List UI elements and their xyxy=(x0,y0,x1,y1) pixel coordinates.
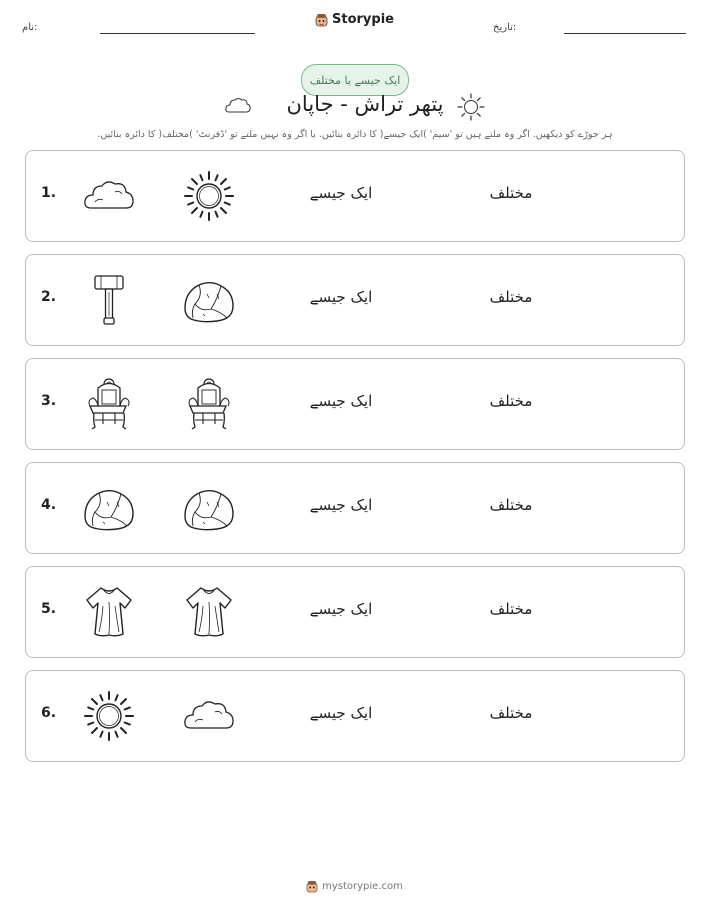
different-option[interactable]: مختلف xyxy=(489,600,533,618)
different-option[interactable]: مختلف xyxy=(489,704,533,722)
rock-icon xyxy=(81,480,137,536)
brand-name: Storypie xyxy=(332,12,394,27)
brand-logo xyxy=(0,12,709,31)
hammer-icon xyxy=(81,272,137,328)
different-option[interactable]: مختلف xyxy=(489,496,533,514)
rock-icon xyxy=(181,272,237,328)
cloud-icon xyxy=(81,168,137,224)
pair-row xyxy=(25,670,685,762)
footer xyxy=(0,880,709,896)
chair-icon xyxy=(181,376,237,432)
row-number: 6. xyxy=(41,705,57,721)
pair-row xyxy=(25,358,685,450)
pair-row xyxy=(25,462,685,554)
robe-icon xyxy=(181,584,237,640)
row-number: 5. xyxy=(41,601,57,617)
rock-icon xyxy=(181,480,237,536)
sun-icon xyxy=(456,92,486,122)
different-option[interactable]: مختلف xyxy=(489,288,533,306)
robe-icon xyxy=(81,584,137,640)
row-number: 2. xyxy=(41,289,57,305)
page-title: پتھر تراش - جاپان xyxy=(286,92,444,116)
same-option[interactable]: ایک جیسے xyxy=(309,496,373,514)
name-label: نام: xyxy=(22,22,38,33)
different-option[interactable]: مختلف xyxy=(489,392,533,410)
date-line[interactable] xyxy=(564,33,686,34)
footer-site[interactable]: mystorypie.com xyxy=(322,881,403,892)
worksheet-type-badge: ایک جیسے یا مختلف xyxy=(301,64,409,96)
chair-icon xyxy=(81,376,137,432)
same-option[interactable]: ایک جیسے xyxy=(309,184,373,202)
same-option[interactable]: ایک جیسے xyxy=(309,288,373,306)
instructions: ہر جوڑے کو دیکھیں. اگر وہ ملتے ہیں تو 'سیم' )ایک جیسے( کا دائرہ بنائیں. یا اگر وہ نہیں ملتے تو 'ڈفرنٹ' )مختلف( کا دائرہ بنائیں. xyxy=(97,129,613,140)
cloud-icon xyxy=(181,688,237,744)
storypie-mascot-icon xyxy=(315,13,328,27)
date-label: تاریخ: xyxy=(493,22,517,33)
different-option[interactable]: مختلف xyxy=(489,184,533,202)
storypie-mascot-icon xyxy=(306,880,318,893)
sun-icon xyxy=(181,168,237,224)
row-number: 4. xyxy=(41,497,57,513)
row-number: 1. xyxy=(41,185,57,201)
pair-row xyxy=(25,254,685,346)
cloud-icon xyxy=(224,96,252,114)
row-number: 3. xyxy=(41,393,57,409)
pair-row xyxy=(25,566,685,658)
same-option[interactable]: ایک جیسے xyxy=(309,392,373,410)
same-option[interactable]: ایک جیسے xyxy=(309,600,373,618)
same-option[interactable]: ایک جیسے xyxy=(309,704,373,722)
name-line[interactable] xyxy=(100,33,255,34)
pair-row xyxy=(25,150,685,242)
sun-icon xyxy=(81,688,137,744)
